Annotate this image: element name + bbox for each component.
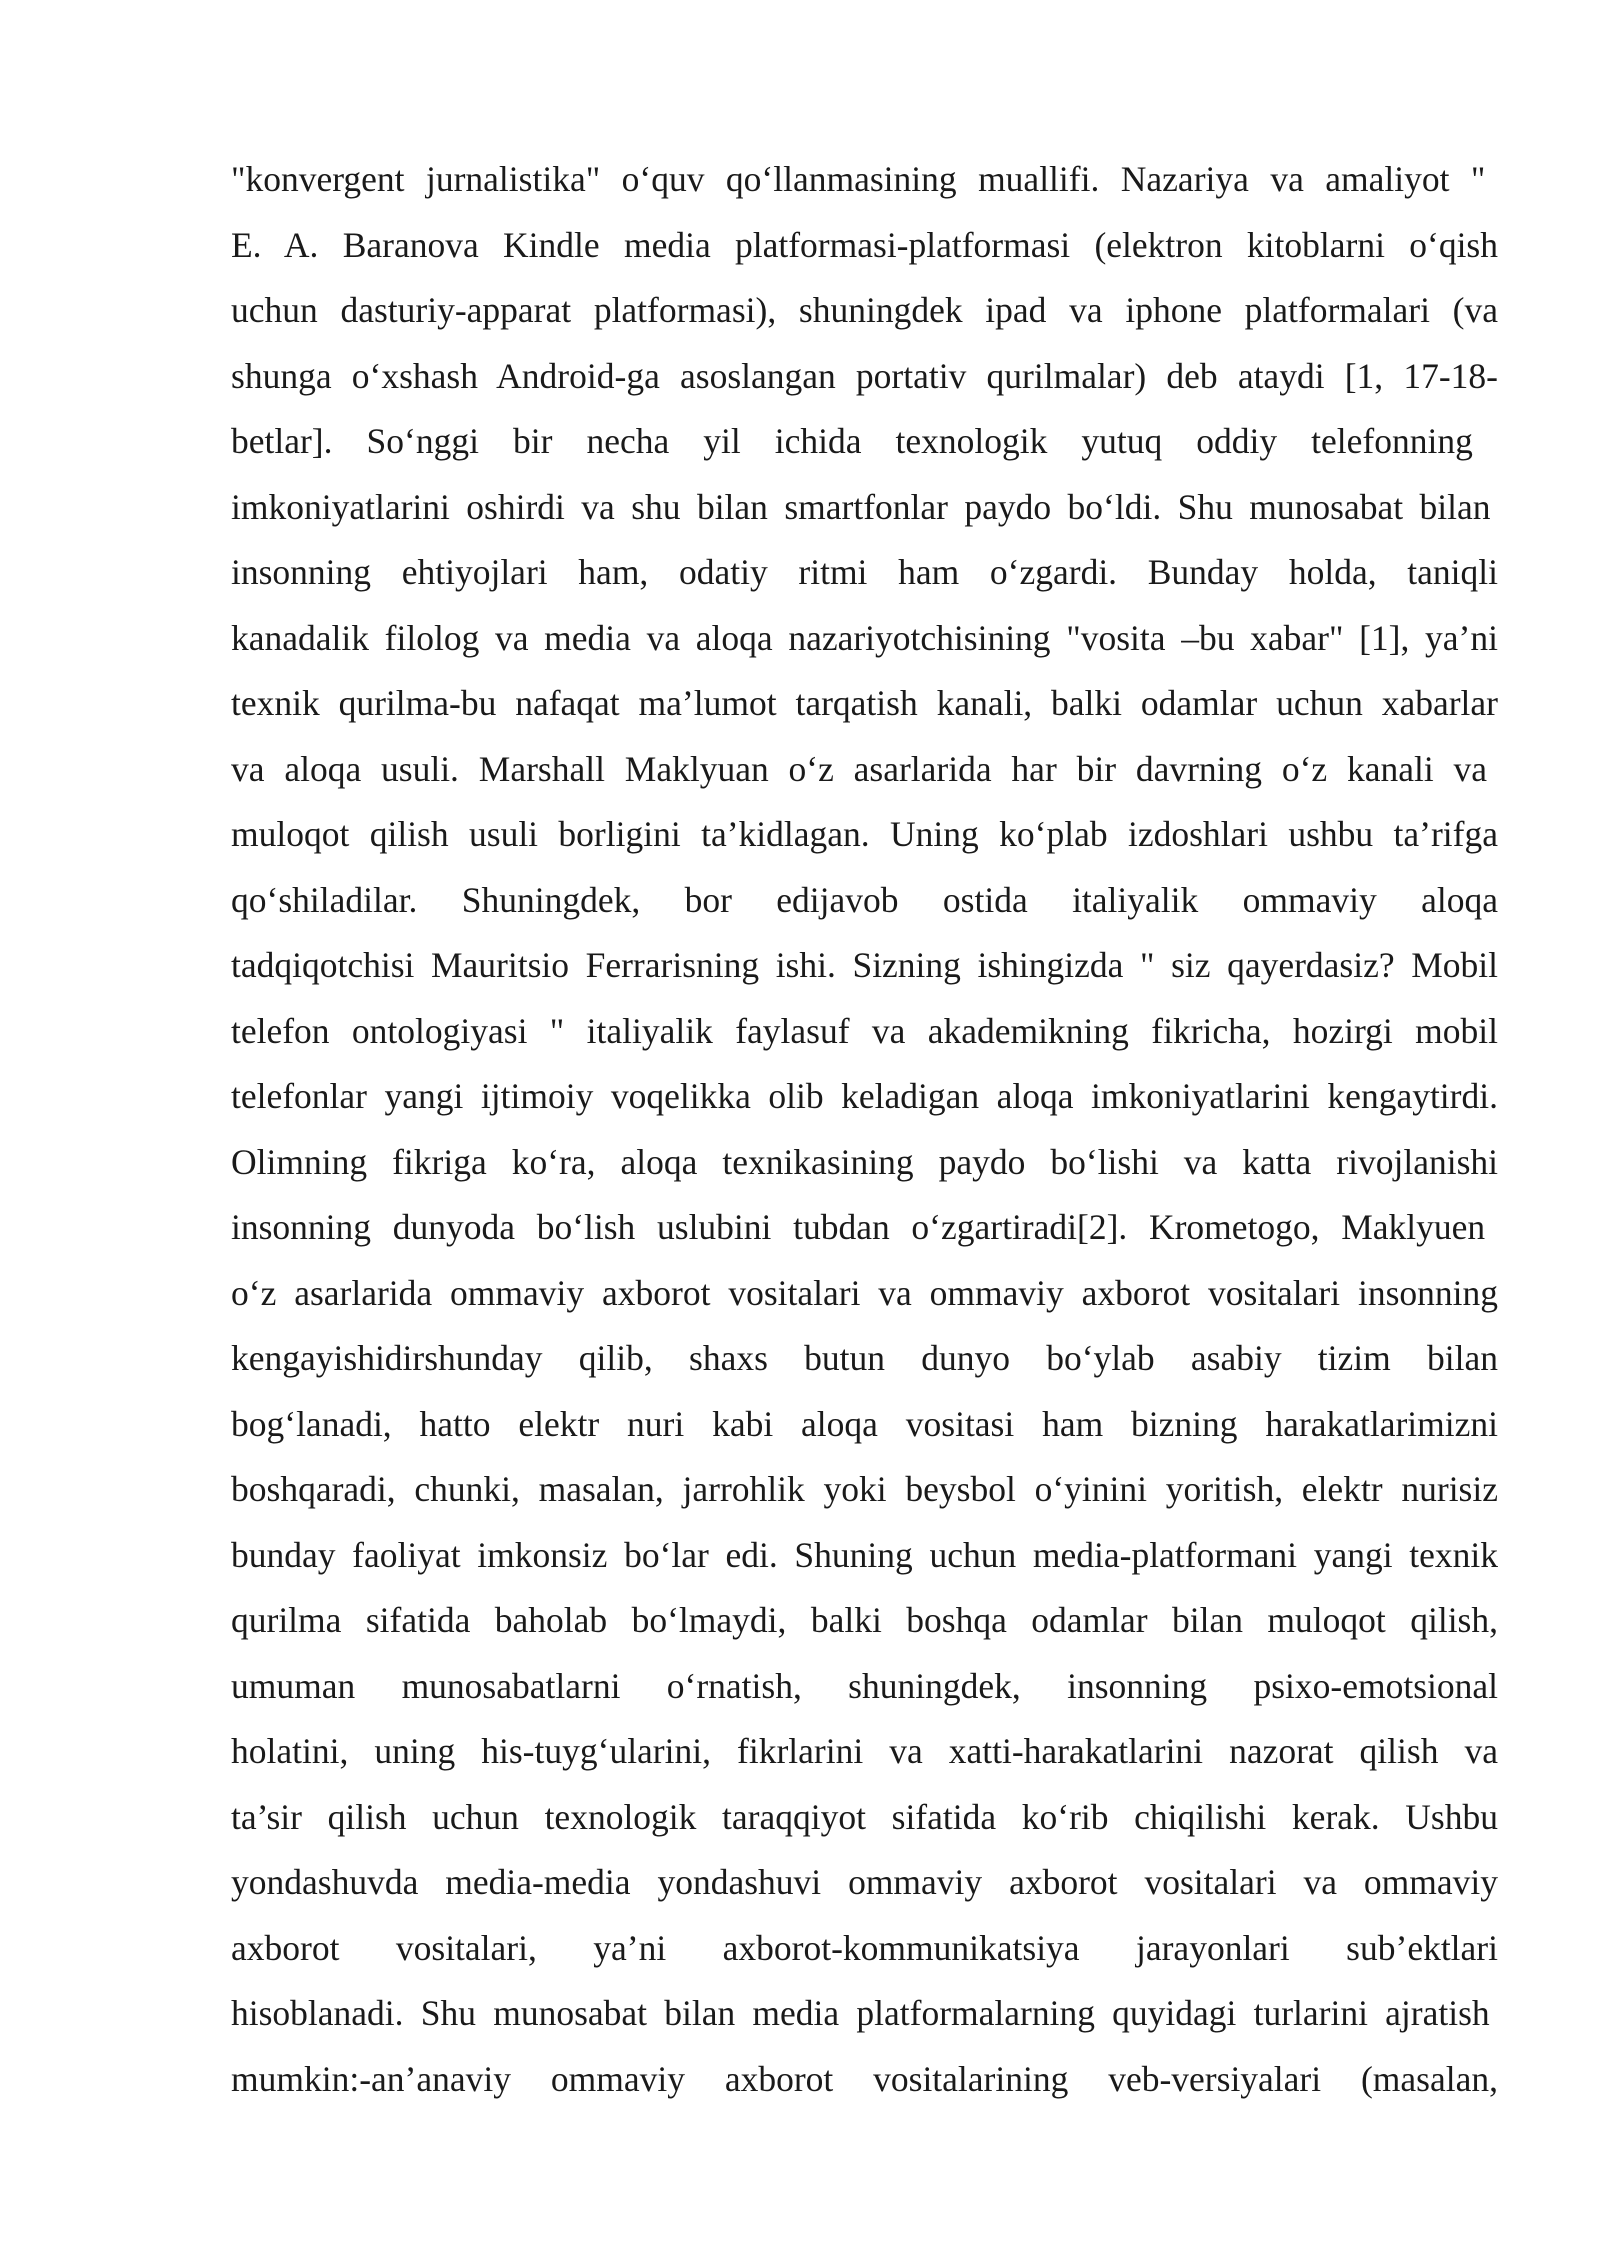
text-line: insonning dunyoda bo‘lish uslubini tubdan o‘zgartiradi[2]. Krometogo, Maklyuen [231,1207,1486,1247]
text-line: qurilma sifatida baholab bo‘lmaydi, balki boshqa odamlar bilan muloqot qilish, [231,1600,1498,1640]
text-line: yondashuvda media-media yondashuvi ommaviy axborot vositalari va ommaviy [231,1862,1498,1902]
text-line: telefon ontologiyasi " italiyalik faylasuf va akademikning fikricha, hozirgi mobil [231,1010,1498,1051]
text-line: insonning ehtiyojlari ham, odatiy ritmi ham o‘zgardi. Bunday holda, taniqli [231,552,1498,592]
text-line: axborot vositalari, ya’ni axborot-kommunikatsiya jarayonlari sub’ektlari [231,1927,1498,1968]
text-line: telefonlar yangi ijtimoiy voqelikka olib keladigan aloqa imkoniyatlarini kengaytirdi. [231,1076,1498,1116]
text-line: bunday faoliyat imkonsiz bo‘lar edi. Shuning uchun media-platformani yangi texnik [231,1534,1498,1575]
text-line: E. A. Baranova Kindle media platformasi-platformasi (elektron kitoblarni o‘qish [231,224,1498,265]
text-line: umuman munosabatlarni o‘rnatish, shuningdek, insonning psixo-emotsional [231,1665,1498,1706]
text-line: imkoniyatlarini oshirdi va shu bilan smartfonlar paydo bo‘ldi. Shu munosabat bilan [231,486,1491,527]
text-line: betlar]. So‘nggi bir necha yil ichida texnologik yutuq oddiy telefonning [231,421,1473,461]
text-line: tadqiqotchisi Mauritsio Ferrarisning ishi. Sizning ishingizda " siz qayerdasiz? Mobil [231,945,1498,985]
text-line: kanadalik filolog va media va aloqa nazariyotchisining "vosita –bu xabar" [1], ya’ni [231,617,1498,658]
text-line: mumkin:-an’anaviy ommaviy axborot vositalarining veb-versiyalari (masalan, [231,2058,1498,2099]
text-line: ta’sir qilish uchun texnologik taraqqiyot sifatida ko‘rib chiqilishi kerak. Ushbu [231,1796,1498,1837]
text-line: qo‘shiladilar. Shuningdek, bor edijavob ostida italiyalik ommaviy aloqa [231,879,1498,920]
text-line: uchun dasturiy-apparat platformasi), shuningdek ipad va iphone platformalari (va [231,290,1498,330]
text-line: va aloqa usuli. Marshall Maklyuan o‘z asarlarida har bir davrning o‘z kanali va [231,748,1488,789]
text-line: hisoblanadi. Shu munosabat bilan media platformalarning quyidagi turlarini ajratish [231,1993,1490,2033]
text-line: shunga o‘xshash Android-ga asoslangan portativ qurilmalar) deb ataydi [1, 17-18- [231,355,1498,396]
text-line: texnik qurilma-bu nafaqat ma’lumot tarqatish kanali, balki odamlar uchun xabarlar [231,683,1498,723]
text-line: kengayishidirshunday qilib, shaxs butun dunyo bo‘ylab asabiy tizim bilan [231,1338,1498,1378]
text-line: bog‘lanadi, hatto elektr nuri kabi aloqa vositasi ham bizning harakatlarimizni [231,1403,1498,1444]
text-line: holatini, uning his-tuyg‘ularini, fikrlarini va xatti-harakatlarini nazorat qilish va [231,1731,1498,1771]
text-line: boshqaradi, chunki, masalan, jarrohlik yoki beysbol o‘yinini yoritish, elektr nurisiz [231,1469,1498,1509]
text-line: o‘z asarlarida ommaviy axborot vositalari va ommaviy axborot vositalari insonning [231,1272,1498,1313]
text-line: muloqot qilish usuli borligini ta’kidlagan. Uning ko‘plab izdoshlari ushbu ta’rifga [231,814,1498,854]
text-line: "konvergent jurnalistika" o‘quv qo‘llanmasining muallifi. Nazariya va amaliyot " [231,159,1486,199]
text-line: Olimning fikriga ko‘ra, aloqa texnikasining paydo bo‘lishi va katta rivojlanishi [231,1141,1498,1182]
body-text [231,147,1498,2112]
